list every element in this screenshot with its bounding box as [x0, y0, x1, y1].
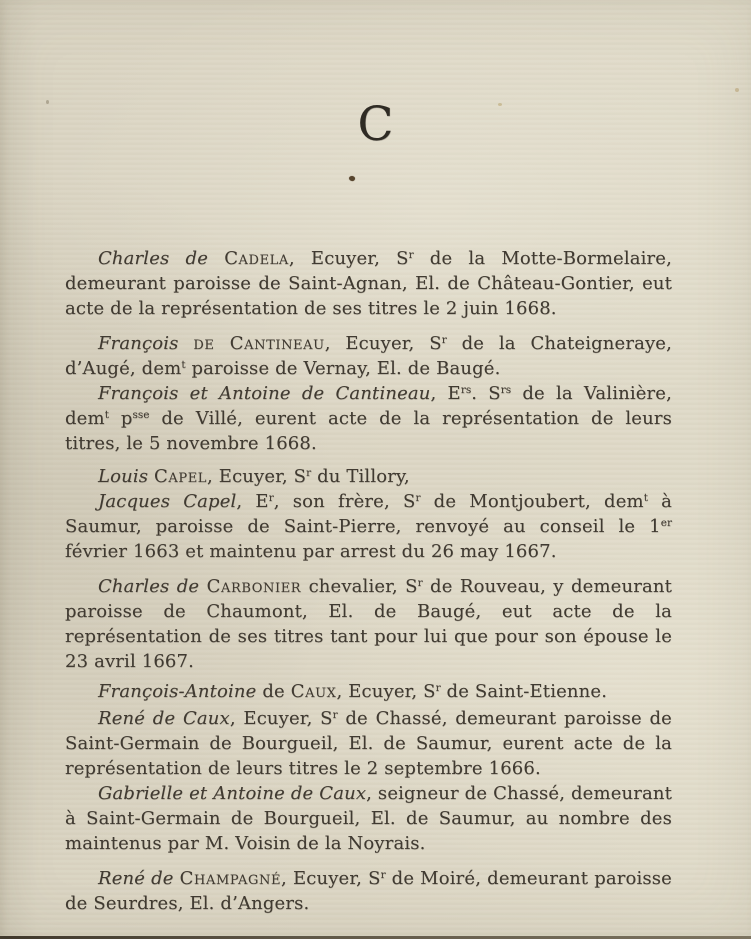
text-segment: r — [417, 577, 423, 589]
entry-paragraph — [65, 574, 672, 674]
text-segment: François et Antoine de Cantineau — [98, 383, 431, 404]
text-segment: de Cantineau — [193, 333, 325, 354]
section-letter-heading: C — [357, 97, 394, 152]
text-segment: r — [408, 249, 414, 261]
text-segment: Cadela — [224, 248, 289, 269]
text-segment: , son frère, S — [273, 491, 416, 512]
text-segment: à Saumur, paroisse de Saint-Pierre, renvoyé au conseil le 1 — [65, 491, 672, 537]
text-segment: de Moiré, demeurant paroisse de Seurdres, El. d’Angers. — [65, 868, 672, 914]
entry-paragraph — [65, 381, 672, 456]
text-segment: Louis — [98, 466, 154, 487]
text-segment: François — [98, 333, 194, 354]
text-segment: Champagné — [179, 868, 282, 889]
text-segment: , Ecuyer, S — [336, 681, 436, 702]
text-segment: t — [104, 409, 109, 421]
ornament-dot — [348, 175, 355, 182]
text-segment: Caux — [290, 681, 337, 702]
text-segment: rs — [500, 384, 512, 396]
text-segment: Gabrielle et Antoine de Caux — [98, 783, 367, 804]
text-segment: René de Caux — [98, 708, 230, 729]
text-segment: , Ecuyer, S — [281, 868, 381, 889]
text-segment: Capel — [154, 466, 208, 487]
entry-paragraph — [65, 464, 672, 489]
text-segment: t — [181, 359, 186, 371]
entry-paragraph — [65, 706, 672, 781]
text-segment: de la Motte-Bormelaire, demeurant paroisse de Saint-Agnan, El. de Château-Gontier, eut acte de la représentation de ses titres le 2 juin 1668. — [65, 248, 672, 319]
text-block — [65, 246, 672, 916]
text-segment: rs — [460, 384, 472, 396]
text-segment: Carbonier — [206, 576, 302, 597]
text-segment: de Villé, eurent acte de la représentation de leurs titres, le 5 novembre 1668. — [65, 408, 672, 454]
text-segment: r — [435, 682, 441, 694]
entry-paragraph — [65, 489, 672, 564]
text-segment: , Ecuyer, S — [288, 248, 409, 269]
text-segment: Charles de — [98, 576, 207, 597]
text-segment: , E — [430, 383, 461, 404]
entry-paragraph — [65, 331, 672, 381]
text-segment: sse — [132, 409, 150, 421]
text-segment: , Ecuyer, S — [207, 466, 307, 487]
entry-paragraph — [65, 866, 672, 916]
text-segment: de Chassé, demeurant paroisse de Saint-Germain de Bourgueil, El. de Saumur, eurent acte de la représentation de leurs titres le 2 septembre 1666. — [65, 708, 672, 779]
text-segment: r — [415, 492, 421, 504]
text-segment: du Tillory, — [311, 466, 410, 487]
text-segment: , Ecuyer, S — [229, 708, 333, 729]
text-segment: de — [262, 681, 291, 702]
text-segment: , seigneur de Chassé, demeurant à Saint-Germain de Bourgueil, El. de Saumur, au nombre des maintenus par M. Voisin de la Noyrais. — [65, 783, 673, 854]
paper-speck — [735, 88, 739, 92]
text-segment: t — [643, 492, 648, 504]
text-segment: r — [306, 467, 312, 479]
text-segment: . S — [471, 383, 501, 404]
entry-paragraph — [65, 781, 672, 856]
text-segment: René de — [98, 868, 180, 889]
text-segment: de Saint-Etienne. — [440, 681, 608, 702]
text-segment: de la Valinière, dem — [65, 383, 672, 429]
text-segment: de Montjoubert, dem — [420, 491, 644, 512]
text-segment: de Rouveau, y demeurant paroisse de Chaumont, El. de Baugé, eut acte de la représentation de ses titres tant pour lui que pour son épouse le 23 avril 1667. — [65, 576, 672, 672]
text-segment: r — [332, 709, 338, 721]
text-segment: p — [108, 408, 133, 429]
text-segment: r — [380, 869, 386, 881]
text-segment: chevalier, S — [301, 576, 418, 597]
text-segment: r — [268, 492, 274, 504]
entry-paragraph — [65, 679, 672, 704]
entry-paragraph — [65, 246, 672, 321]
text-segment: paroisse de Vernay, El. de Baugé. — [185, 358, 501, 379]
text-segment: Charles de — [98, 248, 225, 269]
text-segment: Jacques Capel — [98, 491, 237, 512]
text-segment: François-Antoine — [98, 681, 263, 702]
text-segment: er — [660, 517, 672, 529]
text-segment: de la Chateigneraye, d’Augé, dem — [65, 333, 672, 379]
text-segment: février 1663 et maintenu par arrest du 26 may 1667. — [65, 541, 557, 562]
text-segment: , Ecuyer, S — [324, 333, 442, 354]
text-segment: , E — [236, 491, 269, 512]
text-segment: r — [441, 334, 447, 346]
